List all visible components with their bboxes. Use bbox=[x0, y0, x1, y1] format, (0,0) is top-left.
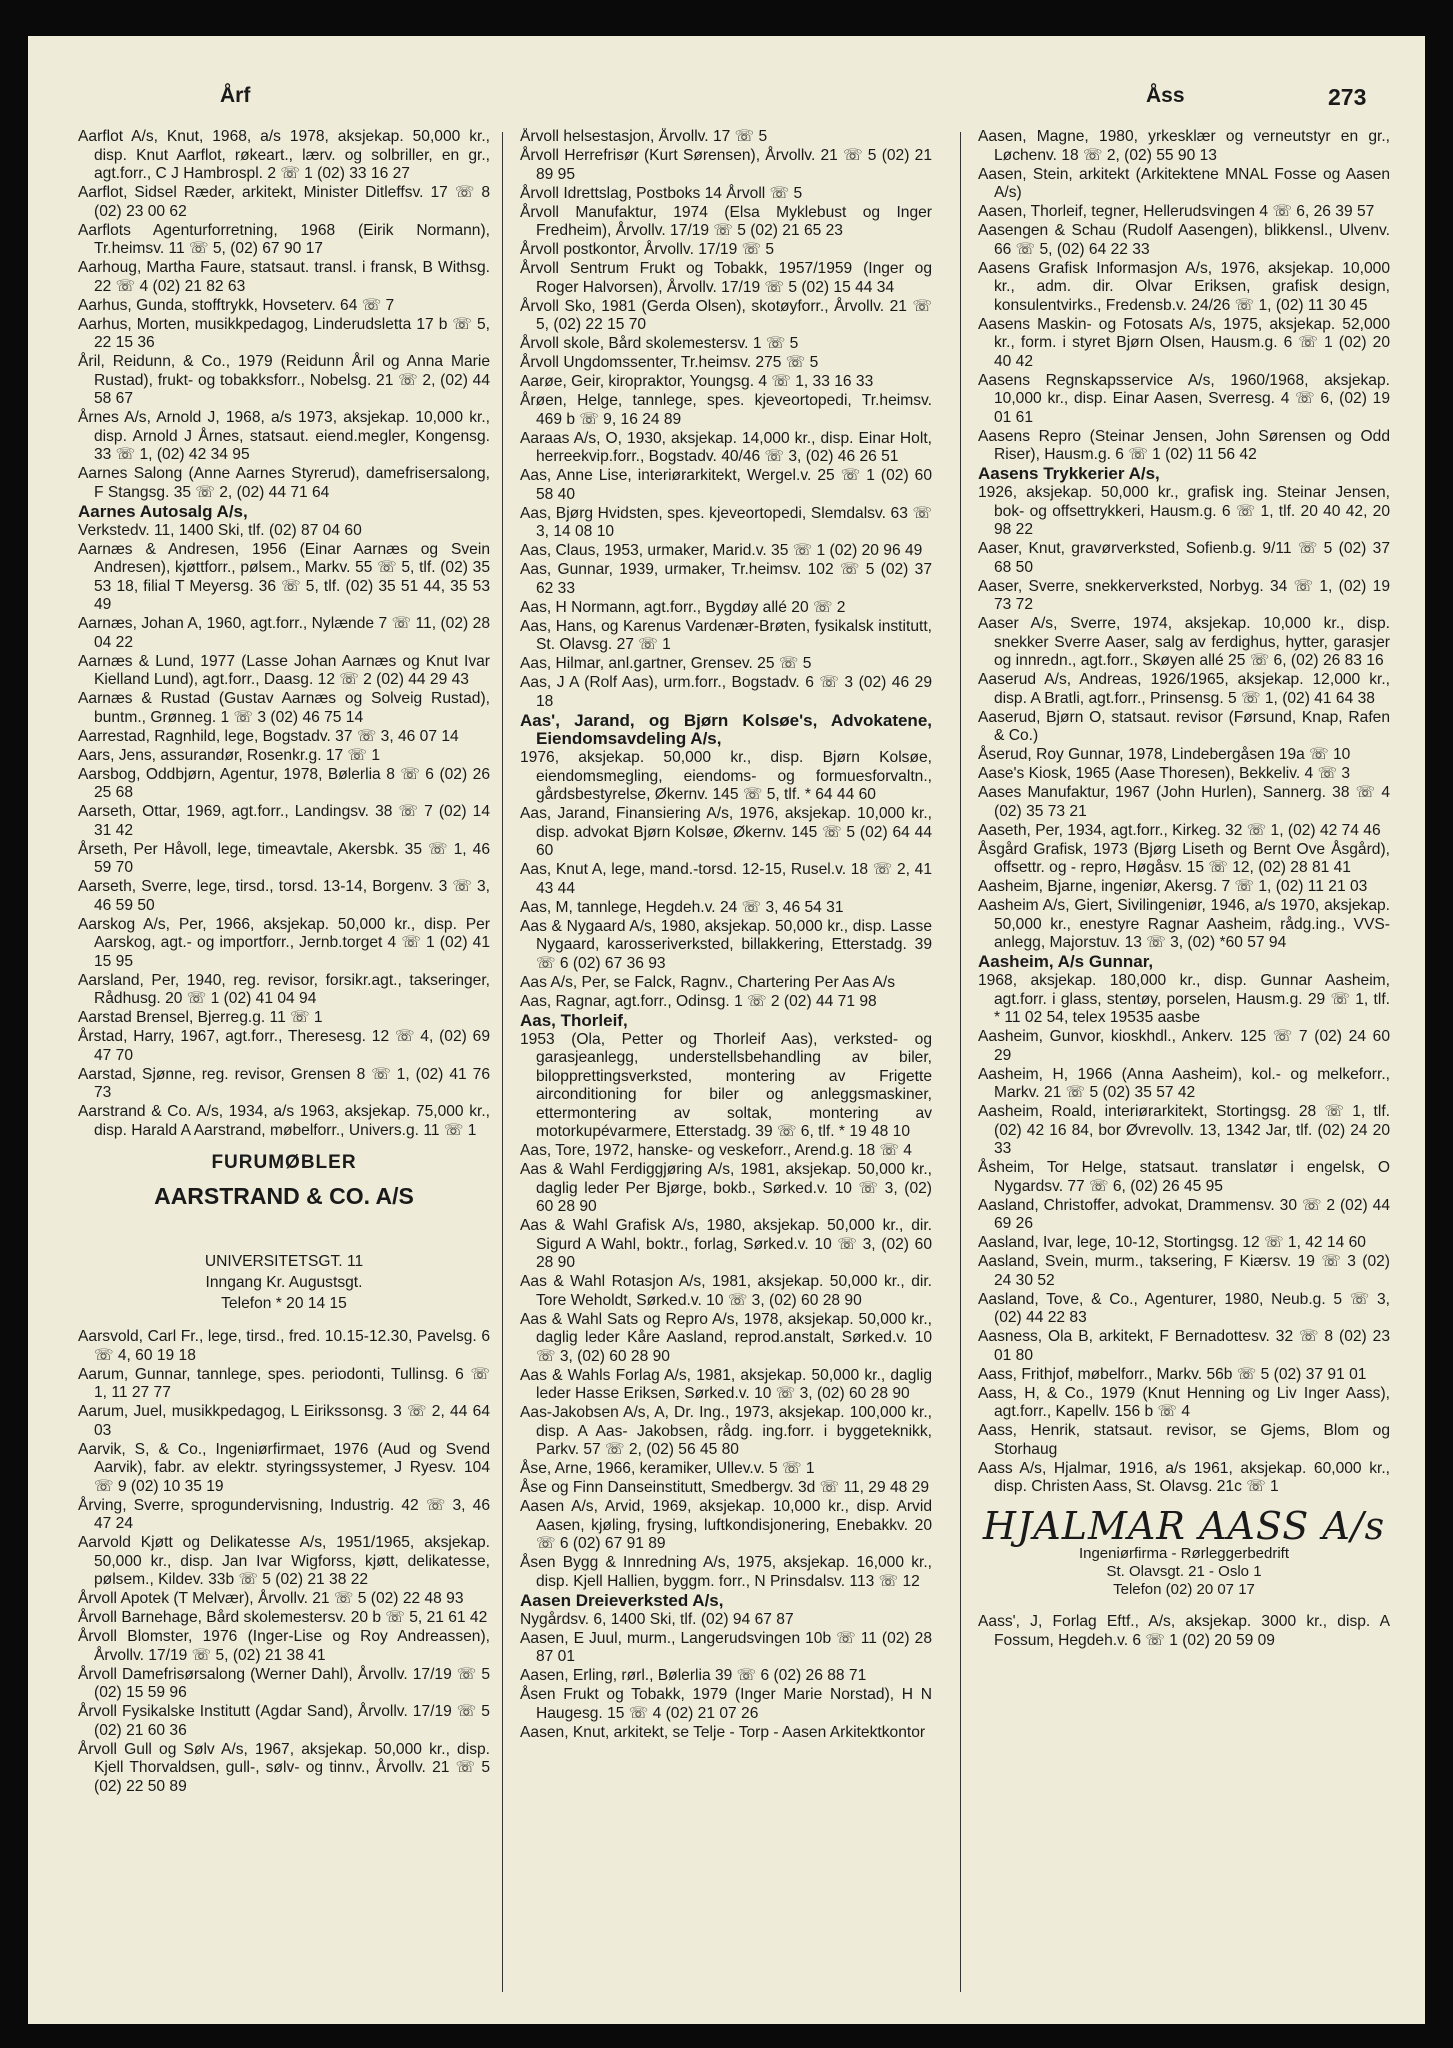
list-item: Aas, Hilmar, anl.gartner, Grensev. 25 ☏ 5 bbox=[520, 655, 812, 672]
list-item: Aarseth, Sverre, lege, tirsd., torsd. 13-14, Borgenv. 3 ☏ 3, 46 59 50 bbox=[78, 878, 490, 914]
list-item: Aas, Jarand, Finansiering A/s, 1976, aksjekap. 10,000 kr., disp. advokat Bjørn Kolsøe, Økernv. 145 ☏ 5 (02) 64 44 60 bbox=[520, 805, 932, 859]
list-item: Aasens Regnskapsservice A/s, 1960/1968, aksjekap. 10,000 kr., disp. Einar Aasen, Sverresg. 4 ☏ 6, (02) 19 01 61 bbox=[978, 371, 1390, 426]
list-item: Aasengen & Schau (Rudolf Aasengen), blikkensl., Ulvenv. 66 ☏ 5, (02) 64 22 33 bbox=[978, 222, 1390, 258]
page-number: 273 bbox=[1328, 84, 1367, 110]
list-item: Aas, Bjørg Hvidsten, spes. kjeveortopedi, Slemdalsv. 63 ☏ 3, 14 08 10 bbox=[520, 504, 932, 540]
header-right-word: Åss bbox=[1146, 84, 1185, 107]
list-item: Aaser, Knut, gravørverksted, Sofienb.g. 9/11 ☏ 5 (02) 37 68 50 bbox=[978, 540, 1390, 576]
list-item: Aaser A/s, Sverre, 1974, aksjekap. 10,000 kr., disp. snekker Sverre Aaser, salg av ferdighus, hytter, garasjer og innredn., agt.forr., Skøyen allé 25 ☏ 6, (02) 26 83 16 bbox=[978, 615, 1390, 669]
list-item: Årvoll Apotek (T Melvær), Årvollv. 21 ☏ 5 (02) 22 48 93 bbox=[78, 1590, 464, 1607]
entries-col3 bbox=[978, 128, 1390, 1497]
list-item: Aas, Hans, og Karenus Vardenær-Brøten, fysikalsk institutt, St. Olavsg. 27 ☏ 1 bbox=[520, 617, 932, 653]
list-item: Aasen, Magne, 1980, yrkesklær og verneutstyr en gr., Løchenv. 18 ☏ 2, (02) 55 90 13 bbox=[978, 128, 1390, 164]
list-item: Aas, Anne Lise, interiørarkitekt, Wergel.v. 25 ☏ 1 (02) 60 58 40 bbox=[520, 467, 932, 503]
list-item: Aasens Grafisk Informasjon A/s, 1976, aksjekap. 10,000 kr., adm. dir. Olvar Eriksen, grafisk design, konsulentvirks., Fredensb.v. 24/26 ☏ 1, (02) 11 30 45 bbox=[978, 259, 1390, 314]
list-item: Aas, H Normann, agt.forr., Bygdøy allé 20 ☏ 2 bbox=[520, 598, 846, 616]
list-item: Årvoll Damefrisørsalong (Werner Dahl), Årvollv. 17/19 ☏ 5 (02) 15 59 96 bbox=[78, 1665, 490, 1701]
list-item: Aaser, Sverre, snekkerverksted, Norbyg. 34 ☏ 1, (02) 19 73 72 bbox=[978, 577, 1390, 613]
list-item: Aaserud, Bjørn O, statsaut. revisor (Førsund, Knap, Rafen & Co.) bbox=[978, 708, 1390, 744]
list-item: Åse og Finn Danseinstitutt, Smedbergv. 3d ☏ 11, 29 48 29 bbox=[520, 1479, 929, 1496]
list-item: Aarstad Brensel, Bjerreg.g. 11 ☏ 1 bbox=[78, 1009, 323, 1026]
list-item: Aasheim, H, 1966 (Anna Aasheim), kol.- og melkeforr., Markv. 21 ☏ 5 (02) 35 57 42 bbox=[978, 1065, 1390, 1101]
list-item: Aarum, Juel, musikkpedagog, L Eirikssonsg. 3 ☏ 2, 44 64 03 bbox=[78, 1403, 490, 1439]
list-item: Aarseth, Ottar, 1969, agt.forr., Landingsv. 38 ☏ 7 (02) 14 31 42 bbox=[78, 803, 490, 839]
list-item: Aas & Wahl Ferdiggjøring A/s, 1981, aksjekap. 50,000 kr., daglig leder Per Bjørge, bokb., Sørked.v. 10 ☏ 3, (02) 60 28 90 bbox=[520, 1161, 932, 1215]
list-item: Aas, Knut A, lege, mand.-torsd. 12-15, Rusel.v. 18 ☏ 2, 41 43 44 bbox=[520, 861, 932, 897]
list-item: Aas & Wahl Rotasjon A/s, 1981, aksjekap. 50,000 kr., dir. Tore Weholdt, Sørked.v. 10 ☏ 3, (02) 60 28 90 bbox=[520, 1273, 932, 1309]
list-item: Aass, Henrik, statsaut. revisor, se Gjems, Blom og Storhaug bbox=[978, 1422, 1390, 1458]
list-item: Aasland, Ivar, lege, 10-12, Stortingsg. 12 ☏ 1, 42 14 60 bbox=[978, 1234, 1366, 1251]
list-item: Aas & Wahls Forlag A/s, 1981, aksjekap. 50,000 kr., daglig leder Hasse Eriksen, Sørked.v. 10 ☏ 3, (02) 60 28 90 bbox=[520, 1366, 932, 1402]
ad-aass-logo: HJALMAR AASS A/s bbox=[982, 1503, 1386, 1548]
ad-aass-line1: Ingeniørfirma - Rørleggerbedrift bbox=[1078, 1545, 1290, 1562]
list-item: Aasen, Erling, rørl., Bølerlia 39 ☏ 6 (02) 26 88 71 bbox=[520, 1667, 867, 1684]
list-item: 1968, aksjekap. 180,000 kr., disp. Gunnar Aasheim, agt.forr. i glass, stentøy, porselen, Hausm.g. 29 ☏ 1, tlf. * 11 02 54, telex 19535 aasbe bbox=[978, 972, 1390, 1026]
ad-aass-line3: Telefon (02) 20 07 17 bbox=[1113, 1581, 1255, 1598]
list-item: Årvoll Blomster, 1976 (Inger-Lise og Roy Andreassen), Årvollv. 17/19 ☏ 5, (02) 21 38 41 bbox=[78, 1628, 490, 1664]
list-item: Årseth, Per Håvoll, lege, timeavtale, Akersbk. 35 ☏ 1, 46 59 70 bbox=[78, 840, 490, 876]
list-item: Aasens Trykkerier A/s, bbox=[978, 464, 1160, 483]
list-item: Aasen A/s, Arvid, 1969, aksjekap. 10,000 kr., disp. Arvid Aasen, kjøling, frysing, luftkondisjonering, Enebakkv. 20 ☏ 6 (02) 67 91 89 bbox=[520, 1498, 932, 1552]
list-item: Årstad, Harry, 1967, agt.forr., Theresesg. 12 ☏ 4, (02) 69 47 70 bbox=[78, 1028, 490, 1064]
list-item: Aarflot, Sidsel Ræder, arkitekt, Minister Ditleffsv. 17 ☏ 8 (02) 23 00 62 bbox=[78, 184, 490, 220]
list-item: Åril, Reidunn, & Co., 1979 (Reidunn Åril og Anna Marie Rustad), frukt- og tobakksforr., Nobelsg. 21 ☏ 2, (02) 44 58 67 bbox=[78, 353, 490, 407]
list-item: Aas-Jakobsen A/s, A, Dr. Ing., 1973, aksjekap. 100,000 kr., disp. A Aas- Jakobsen, rådg. ing.forr. i byggeteknikk, Parkv. 57 ☏ 2, (02) 56 45 80 bbox=[520, 1404, 932, 1458]
list-item: Aaserud A/s, Andreas, 1926/1965, aksjekap. 12,000 kr., disp. A Bratli, agt.forr., Prinsensg. 5 ☏ 1, (02) 41 64 38 bbox=[978, 671, 1390, 707]
list-item: Årvoll Sko, 1981 (Gerda Olsen), skotøyforr., Årvollv. 21 ☏ 5, (02) 22 15 70 bbox=[520, 297, 932, 333]
list-item: Aarhoug, Martha Faure, statsaut. transl. i fransk, B Withsg. 22 ☏ 4 (02) 21 82 63 bbox=[78, 259, 490, 295]
list-item: Aas', Jarand, og Bjørn Kolsøe's, Advokatene, Eiendomsavdeling A/s, bbox=[520, 710, 932, 748]
list-item: Aas & Wahl Grafisk A/s, 1980, aksjekap. 50,000 kr., dir. Sigurd A Wahl, boktr., forlag, Sørked.v. 10 ☏ 3, (02) 60 28 90 bbox=[520, 1217, 932, 1271]
list-item: Årvoll Ungdomssenter, Tr.heimsv. 275 ☏ 5 bbox=[520, 354, 819, 371]
list-item: Årvoll Sentrum Frukt og Tobakk, 1957/1959 (Inger og Roger Halvorsen), Årvollv. 17/19 ☏ 5 (02) 15 44 34 bbox=[520, 260, 932, 296]
list-item: Aarrestad, Ragnhild, lege, Bogstadv. 37 ☏ 3, 46 07 14 bbox=[78, 727, 459, 745]
list-item: Aasheim, A/s Gunnar, bbox=[978, 952, 1154, 971]
list-item: Aarsbog, Oddbjørn, Agentur, 1978, Bølerlia 8 ☏ 6 (02) 26 25 68 bbox=[78, 765, 490, 801]
list-item: Aase's Kiosk, 1965 (Aase Thoresen), Bekkeliv. 4 ☏ 3 bbox=[978, 765, 1351, 782]
list-item: Aasheim, Roald, interiørarkitekt, Stortingsg. 28 ☏ 1, tlf. (02) 42 16 84, bor Øvrevollv. 13, 1342 Jar, tlf. (02) 24 20 33 bbox=[978, 1103, 1390, 1157]
list-item: Aass, Frithjof, møbelforr., Markv. 56b ☏ 5 (02) 37 91 01 bbox=[978, 1365, 1367, 1383]
list-item: Aas & Wahl Sats og Repro A/s, 1978, aksjekap. 50,000 kr., daglig leder Kåre Aasland, reprod.anstalt, Sørked.v. 10 ☏ 3, (02) 60 28 90 bbox=[520, 1310, 932, 1365]
list-item: Aas, Thorleif, bbox=[520, 1010, 628, 1030]
list-item: Aasland, Tove, & Co., Agenturer, 1980, Neub.g. 5 ☏ 3, (02) 44 22 83 bbox=[978, 1290, 1390, 1326]
list-item: Aasen Dreieverksted A/s, bbox=[520, 1590, 724, 1610]
list-item: 1976, aksjekap. 50,000 kr., disp. Bjørn Kolsøe, eiendomsmegling, eiendoms- og formuesforvaltn., gårdsbestyrelse, Økernv. 145 ☏ 5, tlf. * 64 44 60 bbox=[520, 749, 932, 803]
list-item: Aas & Nygaard A/s, 1980, aksjekap. 50,000 kr., disp. Lasse Nygaard, karosseriverksted, billakkering, Etterstadg. 39 ☏ 6 (02) 67 36 93 bbox=[520, 917, 932, 972]
list-item: Årøen, Helge, tannlege, spes. kjeveortopedi, Tr.heimsv. 469 b ☏ 9, 16 24 89 bbox=[520, 392, 932, 428]
list-item: Nygårdsv. 6, 1400 Ski, tlf. (02) 94 67 87 bbox=[520, 1610, 794, 1628]
list-item: Årvoll Gull og Sølv A/s, 1967, aksjekap. 50,000 kr., disp. Kjell Thorvaldsen, gull-, sølv- og tinnv., Årvollv. 21 ☏ 5 (02) 22 50 89 bbox=[78, 1740, 490, 1795]
list-item: Aars, Jens, assurandør, Rosenkr.g. 17 ☏ 1 bbox=[78, 746, 381, 764]
list-item: Aarum, Gunnar, tannlege, spes. periodonti, Tullinsg. 6 ☏ 1, 11 27 77 bbox=[78, 1365, 490, 1401]
list-item: Aas, Ragnar, agt.forr., Odinsg. 1 ☏ 2 (02) 44 71 98 bbox=[520, 992, 877, 1010]
entries-col3b bbox=[978, 1613, 1390, 1650]
column-1 bbox=[78, 128, 490, 2008]
list-item: Aasland, Christoffer, advokat, Drammensv. 30 ☏ 2 (02) 44 69 26 bbox=[978, 1196, 1390, 1232]
list-item: Aasen, E Juul, murm., Langerudsvingen 10b ☏ 11 (02) 28 87 01 bbox=[520, 1629, 932, 1665]
list-item: Årvoll Herrefrisør (Kurt Sørensen), Årvollv. 21 ☏ 5 (02) 21 89 95 bbox=[520, 147, 932, 183]
list-item: Aarvik, S, & Co., Ingeniørfirmaet, 1976 (Aud og Svend Aarvik), fabr. av elektr. styringssystemer, J Ryesv. 104 ☏ 9 (02) 10 35 19 bbox=[78, 1440, 490, 1495]
list-item: Åsen Frukt og Tobakk, 1979 (Inger Marie Norstad), H N Haugesg. 15 ☏ 4 (02) 21 07 26 bbox=[520, 1686, 932, 1722]
list-item: Aas, J A (Rolf Aas), urm.forr., Bogstadv. 6 ☏ 3 (02) 46 29 18 bbox=[520, 674, 932, 710]
list-item: Årvoll Idrettslag, Postboks 14 Årvoll ☏ 5 bbox=[520, 184, 803, 202]
list-item: Aarhus, Gunda, stofftrykk, Hovseterv. 64 ☏ 7 bbox=[78, 296, 395, 314]
list-item: Aasheim, Bjarne, ingeniør, Akersg. 7 ☏ 1, (02) 11 21 03 bbox=[978, 878, 1368, 895]
list-item: Aas A/s, Per, se Falck, Ragnv., Chartering Per Aas A/s bbox=[520, 973, 895, 991]
entries-col2 bbox=[520, 128, 932, 1742]
list-item: Årvoll Barnehage, Bård skolemestersv. 20 b ☏ 5, 21 61 42 bbox=[78, 1609, 488, 1626]
ad-aass-line2: St. Olavsgt. 21 - Oslo 1 bbox=[1106, 1563, 1262, 1580]
list-item: Aaseth, Per, 1934, agt.forr., Kirkeg. 32 ☏ 1, (02) 42 74 46 bbox=[978, 821, 1381, 839]
list-item: Åsen Bygg & Innredning A/s, 1975, aksjekap. 16,000 kr., disp. Kjell Hallien, byggm. forr., N Prinsdalsv. 113 ☏ 12 bbox=[520, 1554, 932, 1590]
list-item: Aarnæs & Andresen, 1956 (Einar Aarnæs og Svein Andresen), kjøttforr., pølsem., Markv. 55 ☏ 5, tlf. (02) 35 53 18, filial T Meyersg. 36 ☏ 5, tlf. (02) 35 51 44, 35 53 49 bbox=[78, 540, 490, 613]
ad-aarstrand bbox=[78, 1154, 490, 1314]
list-item: Årnes A/s, Arnold J, 1968, a/s 1973, aksjekap. 10,000 kr., disp. Arnold J Årnes, statsaut. eiend.megler, Kongensg. 33 ☏ 1, (02) 42 34 95 bbox=[78, 409, 490, 463]
list-item: Aas, Claus, 1953, urmaker, Marid.v. 35 ☏ 1 (02) 20 96 49 bbox=[520, 542, 923, 559]
list-item: Aarøe, Geir, kiropraktor, Youngsg. 4 ☏ 1, 33 16 33 bbox=[520, 373, 874, 390]
list-item: Aas, Tore, 1972, hanske- og veskeforr., Arend.g. 18 ☏ 4 bbox=[520, 1142, 912, 1159]
list-item: Åse, Arne, 1966, keramiker, Ullev.v. 5 ☏ 1 bbox=[520, 1460, 815, 1477]
list-item: Åserud, Roy Gunnar, 1978, Lindebergåsen 19a ☏ 10 bbox=[978, 746, 1351, 763]
list-item: Aasen, Knut, arkitekt, se Telje - Torp - Aasen Arkitektkontor bbox=[520, 1723, 926, 1741]
list-item: Aasness, Ola B, arkitekt, F Bernadottesv. 32 ☏ 8 (02) 23 01 80 bbox=[978, 1328, 1390, 1364]
list-item: Aasheim A/s, Giert, Sivilingeniør, 1946, a/s 1970, aksjekap. 50,000 kr., enestyre Ragnar Aasheim, rådg.ing., VVS-anlegg, Majorstuv. 13 ☏ 3, (02) *60 57 94 bbox=[978, 897, 1390, 951]
list-item: Aarskog A/s, Per, 1966, aksjekap. 50,000 kr., disp. Per Aarskog, agt.- og importforr., Jernb.torget 4 ☏ 1 (02) 41 15 95 bbox=[78, 915, 490, 970]
column-divider-2 bbox=[960, 132, 961, 1992]
list-item: Årving, Sverre, sprogundervisning, Industrig. 42 ☏ 3, 46 47 24 bbox=[78, 1496, 490, 1532]
list-item: Aarsvold, Carl Fr., lege, tirsd., fred. 10.15-12.30, Pavelsg. 6 ☏ 4, 60 19 18 bbox=[78, 1328, 490, 1364]
ad-aarstrand-line2: AARSTRAND & CO. A/S bbox=[154, 1182, 414, 1209]
list-item: Aarnæs, Johan A, 1960, agt.forr., Nylænde 7 ☏ 11, (02) 28 04 22 bbox=[78, 615, 490, 651]
list-item: Verkstedv. 11, 1400 Ski, tlf. (02) 87 04 60 bbox=[78, 521, 362, 539]
list-item: Aarnes Autosalg A/s, bbox=[78, 501, 248, 521]
ad-aarstrand-line4: Inngang Kr. Augustsgt. bbox=[205, 1274, 363, 1291]
list-item: Aarvold Kjøtt og Delikatesse A/s, 1951/1965, aksjekap. 50,000 kr., disp. Jan Ivar Wigforss, kjøtt, delikatesse, pølsem., Kildev. 33b ☏ 5 (02) 21 38 22 bbox=[78, 1534, 490, 1588]
list-item: Aas, M, tannlege, Hegdeh.v. 24 ☏ 3, 46 54 31 bbox=[520, 898, 844, 916]
list-item: Aass, H, & Co., 1979 (Knut Henning og Liv Inger Aass), agt.forr., Kapellv. 156 b ☏ 4 bbox=[978, 1384, 1390, 1420]
list-item: Aasens Repro (Steinar Jensen, John Sørensen og Odd Riser), Hausm.g. 6 ☏ 1 (02) 11 56 42 bbox=[978, 427, 1390, 463]
list-item: Aarflots Agenturforretning, 1968 (Eirik Normann), Tr.heimsv. 11 ☏ 5, (02) 67 90 17 bbox=[78, 221, 490, 257]
list-item: Aarstrand & Co. A/s, 1934, a/s 1963, aksjekap. 75,000 kr., disp. Harald A Aarstrand, møbelforr., Univers.g. 11 ☏ 1 bbox=[78, 1103, 490, 1139]
list-item: Aarstad, Sjønne, reg. revisor, Grensen 8 ☏ 1, (02) 41 76 73 bbox=[78, 1065, 490, 1101]
ad-aarstrand-line5: Telefon * 20 14 15 bbox=[221, 1295, 347, 1312]
column-2 bbox=[520, 128, 932, 2008]
list-item: Aasheim, Gunvor, kioskhdl., Ankerv. 125 ☏ 7 (02) 24 60 29 bbox=[978, 1028, 1390, 1064]
entries-col1b bbox=[78, 1328, 490, 1796]
list-item: Aasen, Thorleif, tegner, Hellerudsvingen 4 ☏ 6, 26 39 57 bbox=[978, 203, 1375, 220]
ad-aarstrand-line1: FURUMØBLER bbox=[211, 1152, 357, 1173]
list-item: Åsgård Grafisk, 1973 (Bjørg Liseth og Bernt Ove Åsgård), offsettr. og - repro, Høgåsv. 15 ☏ 12, (02) 28 81 41 bbox=[978, 840, 1390, 876]
list-item: Aarflot A/s, Knut, 1968, a/s 1978, aksjekap. 50,000 kr., disp. Knut Aarflot, røkeart., lærv. og solbriller, en gr., agt.forr., C J Hambrospl. 2 ☏ 1 (02) 33 16 27 bbox=[78, 128, 490, 182]
entries-col1 bbox=[78, 128, 490, 1140]
list-item: Aass', J, Forlag Eftf., A/s, aksjekap. 3000 kr., disp. A Fossum, Hegdeh.v. 6 ☏ 1 (02) 20 59 09 bbox=[978, 1613, 1390, 1649]
list-item: Aarhus, Morten, musikkpedagog, Linderudsletta 17 b ☏ 5, 22 15 36 bbox=[78, 315, 490, 351]
list-item: Åsheim, Tor Helge, statsaut. translatør i engelsk, O Nygardsv. 77 ☏ 6, (02) 26 45 95 bbox=[978, 1159, 1390, 1195]
list-item: Aases Manufaktur, 1967 (John Hurlen), Sannerg. 38 ☏ 4 (02) 35 73 21 bbox=[978, 784, 1390, 820]
list-item: Aarnes Salong (Anne Aarnes Styrerud), damefrisersalong, F Stangsg. 35 ☏ 2, (02) 44 71 64 bbox=[78, 465, 490, 501]
list-item: Aasen, Stein, arkitekt (Arkitektene MNAL Fosse og Aasen A/s) bbox=[978, 165, 1390, 201]
list-item: Årvoll Fysikalske Institutt (Agdar Sand), Årvollv. 17/19 ☏ 5 (02) 21 60 36 bbox=[78, 1703, 490, 1739]
list-item: Aarnæs & Rustad (Gustav Aarnæs og Solveig Rustad), buntm., Grønneg. 1 ☏ 3 (02) 46 75 14 bbox=[78, 690, 490, 726]
ad-aarstrand-line3: UNIVERSITETSGT. 11 bbox=[204, 1253, 364, 1270]
list-item: Aasens Maskin- og Fotosats A/s, 1975, aksjekap. 52,000 kr., form. i styret Bjørn Olsen, Hausm.g. 6 ☏ 1 (02) 20 40 42 bbox=[978, 315, 1390, 370]
list-item: Aasland, Svein, murm., taksering, F Kiærsv. 19 ☏ 3 (02) 24 30 52 bbox=[978, 1253, 1390, 1289]
column-3 bbox=[978, 128, 1390, 2008]
header-left-word: Årf bbox=[220, 84, 251, 107]
list-item: Årvoll postkontor, Årvollv. 17/19 ☏ 5 bbox=[520, 241, 775, 258]
list-item: Aarsland, Per, 1940, reg. revisor, forsikr.agt., takseringer, Rådhusg. 20 ☏ 1 (02) 41 04 94 bbox=[78, 971, 490, 1007]
list-item: Aarnæs & Lund, 1977 (Lasse Johan Aarnæs og Knut Ivar Kielland Lund), agt.forr., Daasg. 12 ☏ 2 (02) 44 29 43 bbox=[78, 652, 490, 688]
ad-aass bbox=[978, 1503, 1390, 1600]
list-item: 1953 (Ola, Petter og Thorleif Aas), verksted- og garasjeanlegg, understellsbehandling av biler, bilopprettingsverksted, montering av Frigette airconditioning for biler og anleggsmaskiner, ettermontering av soltak, montering av motorkupévarmere, Etterstadg. 39 ☏ 6, tlf. * 19 48 10 bbox=[520, 1030, 932, 1140]
list-item: Aass A/s, Hjalmar, 1916, a/s 1961, aksjekap. 60,000 kr., disp. Christen Aass, St. Olavsg. 21c ☏ 1 bbox=[978, 1459, 1390, 1495]
list-item: 1926, aksjekap. 50,000 kr., grafisk ing. Steinar Jensen, bok- og offsettrykkeri, Hausm.g. 6 ☏ 1, tlf. 20 40 42, 20 98 22 bbox=[978, 484, 1390, 538]
list-item: Aas, Gunnar, 1939, urmaker, Tr.heimsv. 102 ☏ 5 (02) 37 62 33 bbox=[520, 561, 932, 597]
list-item: Årvoll helsestasjon, Årvollv. 17 ☏ 5 bbox=[520, 128, 768, 145]
directory-page bbox=[28, 36, 1425, 2024]
list-item: Årvoll Manufaktur, 1974 (Elsa Myklebust og Inger Fredheim), Årvollv. 17/19 ☏ 5 (02) 21 65 23 bbox=[520, 203, 932, 239]
list-item: Aaraas A/s, O, 1930, aksjekap. 14,000 kr., disp. Einar Holt, herreekvip.forr., Bogstadv. 40/46 ☏ 3, (02) 46 26 51 bbox=[520, 429, 932, 465]
column-divider-1 bbox=[502, 132, 503, 1992]
list-item: Årvoll skole, Bård skolemestersv. 1 ☏ 5 bbox=[520, 335, 799, 352]
